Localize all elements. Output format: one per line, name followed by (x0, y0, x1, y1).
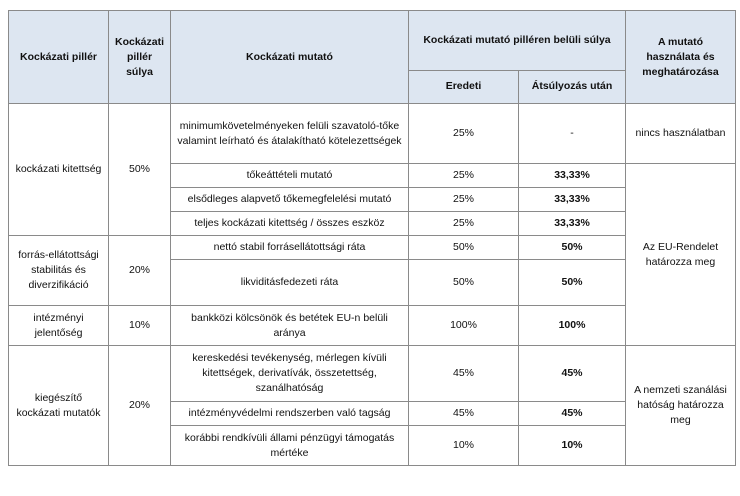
pillar-weight-cell: 20% (109, 236, 171, 306)
table-row (9, 346, 736, 402)
original-weight-cell: 100% (409, 306, 519, 346)
original-weight-cell: 50% (409, 236, 519, 260)
reweighted-cell: 45% (519, 402, 626, 426)
indicator-cell: bankközi kölcsönök és betétek EU-n belüli aránya (171, 306, 409, 346)
pillar-cell: forrás-ellátottsági stabilitás és diverzifikáció (9, 236, 109, 306)
original-weight-cell: 50% (409, 260, 519, 306)
indicator-cell: elsődleges alapvető tőkemegfelelési mutató (171, 188, 409, 212)
reweighted-cell: 50% (519, 236, 626, 260)
usage-cell: Az EU-Rendelet határozza meg (626, 164, 736, 346)
pillar-cell: intézményi jelentőség (9, 306, 109, 346)
reweighted-cell: 100% (519, 306, 626, 346)
header-reweighted: Átsúlyozás után (519, 70, 626, 103)
header-in-pillar-weight: Kockázati mutató pilléren belüli súlya (409, 11, 626, 71)
usage-cell: nincs használatban (626, 104, 736, 164)
pillar-weight-cell: 10% (109, 306, 171, 346)
original-weight-cell: 25% (409, 104, 519, 164)
indicator-cell: likviditásfedezeti ráta (171, 260, 409, 306)
original-weight-cell: 25% (409, 212, 519, 236)
indicator-cell: intézményvédelmi rendszerben való tagság (171, 402, 409, 426)
table-row (9, 104, 736, 164)
indicator-cell: nettó stabil forrásellátottsági ráta (171, 236, 409, 260)
pillar-weight-cell: 20% (109, 346, 171, 466)
original-weight-cell: 45% (409, 402, 519, 426)
indicator-cell: korábbi rendkívüli állami pénzügyi támogatás mértéke (171, 426, 409, 466)
pillar-cell: kiegészítő kockázati mutatók (9, 346, 109, 466)
header-indicator: Kockázati mutató (171, 11, 409, 104)
original-weight-cell: 10% (409, 426, 519, 466)
original-weight-cell: 45% (409, 346, 519, 402)
header-original: Eredeti (409, 70, 519, 103)
indicator-cell: teljes kockázati kitettség / összes eszköz (171, 212, 409, 236)
pillar-weight-cell: 50% (109, 104, 171, 236)
reweighted-cell: 45% (519, 346, 626, 402)
header-pillar-weight: Kockázati pillér súlya (109, 11, 171, 104)
header-usage: A mutató használata és meghatározása (626, 11, 736, 104)
reweighted-cell: 33,33% (519, 212, 626, 236)
reweighted-cell: 33,33% (519, 188, 626, 212)
risk-indicator-table (8, 10, 736, 466)
indicator-cell: minimumkövetelményeken felüli szavatoló-tőke valamint leírható és átalakítható kötelezettségek (171, 104, 409, 164)
indicator-cell: tőkeáttételi mutató (171, 164, 409, 188)
pillar-cell: kockázati kitettség (9, 104, 109, 236)
reweighted-cell: - (519, 104, 626, 164)
usage-cell: A nemzeti szanálási hatóság határozza meg (626, 346, 736, 466)
reweighted-cell: 33,33% (519, 164, 626, 188)
original-weight-cell: 25% (409, 188, 519, 212)
reweighted-cell: 50% (519, 260, 626, 306)
header-pillar: Kockázati pillér (9, 11, 109, 104)
reweighted-cell: 10% (519, 426, 626, 466)
original-weight-cell: 25% (409, 164, 519, 188)
indicator-cell: kereskedési tevékenység, mérlegen kívüli kitettségek, derivatívák, összetettség, szanálhatóság (171, 346, 409, 402)
